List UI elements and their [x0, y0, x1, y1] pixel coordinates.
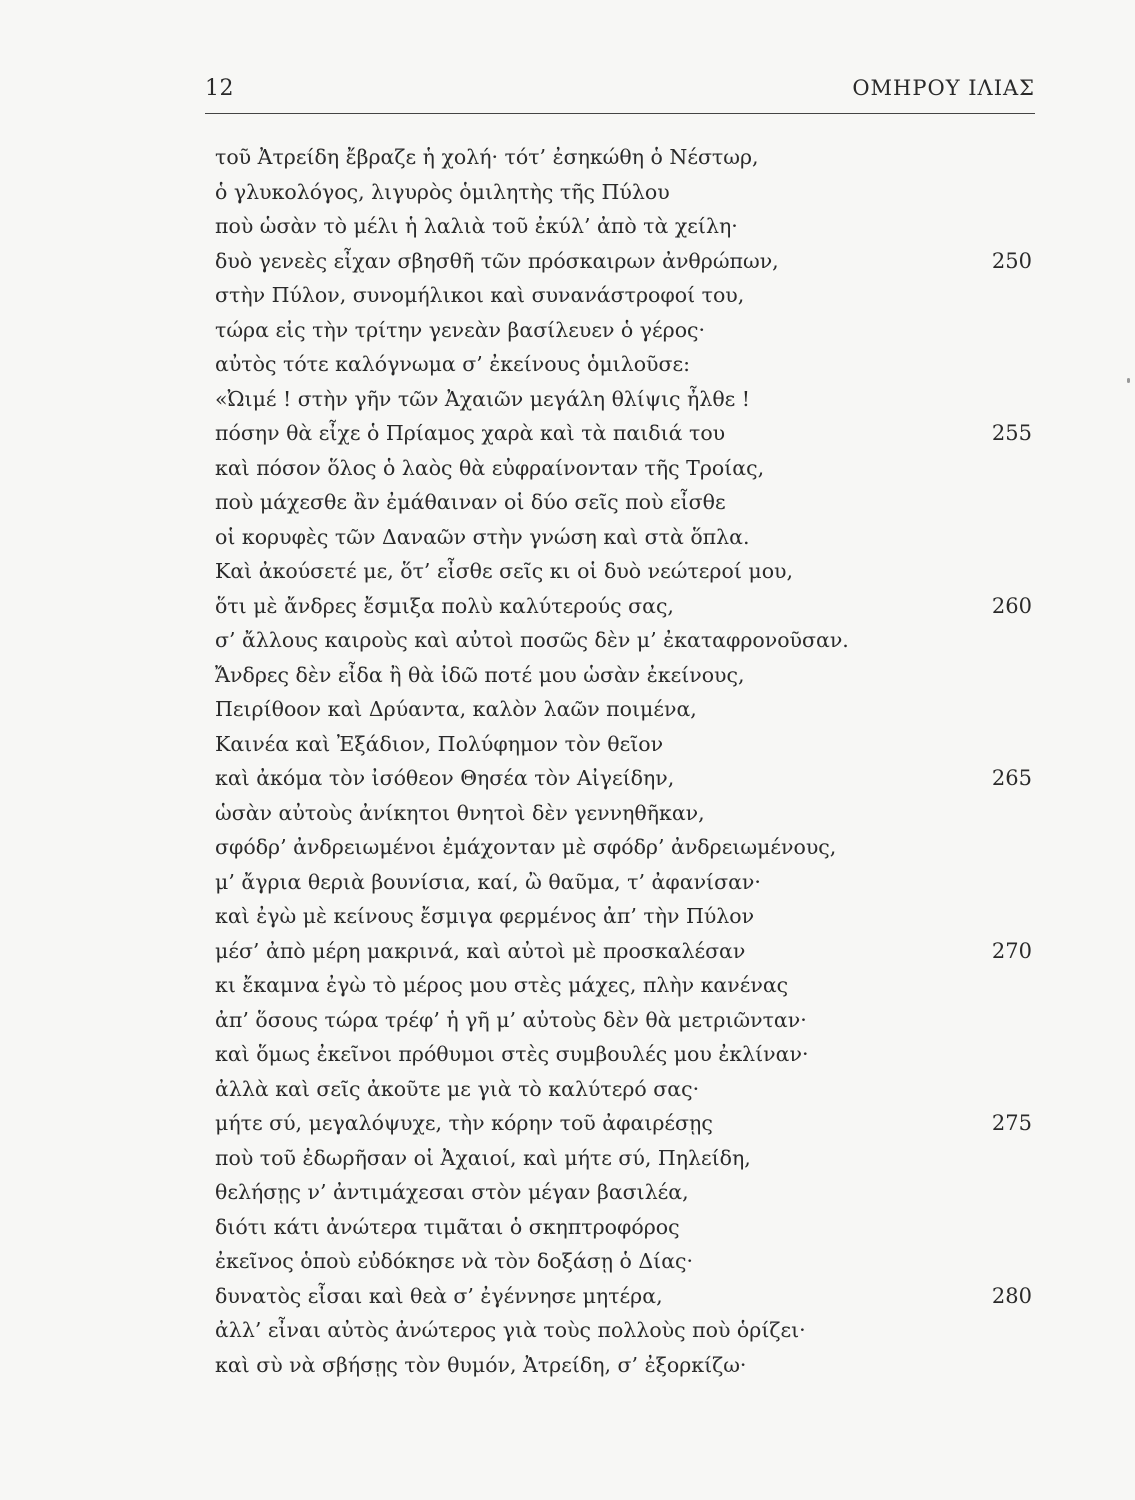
- verse-line: [215, 278, 1045, 313]
- verse-line: [215, 1244, 1045, 1279]
- verse-text: αὐτὸς τότε καλόγνωμα σ’ ἐκείνους ὁμιλοῦσε:: [215, 352, 691, 376]
- verse-text: κι ἔκαμνα ἐγὼ τὸ μέρος μου στὲς μάχες, πλὴν κανένας: [215, 973, 789, 997]
- verse-text: «Ὠιμέ ! στὴν γῆν τῶν Ἀχαιῶν μεγάλη θλίψις ἦλθε !: [215, 386, 751, 411]
- verse-text: ἀλλὰ καὶ σεῖς ἀκοῦτε με γιὰ τὸ καλύτερό σας·: [215, 1076, 700, 1101]
- verse-line: [215, 416, 1045, 451]
- verse-line: [215, 658, 1045, 693]
- verse-text: Καινέα καὶ Ἐξάδιον, Πολύφημον τὸν θεῖον: [215, 731, 664, 756]
- line-number: 280: [991, 1283, 1032, 1308]
- verse-line: [215, 1037, 1045, 1072]
- verse-line: [215, 140, 1045, 175]
- verse-text: ποὺ μάχεσθε ἂν ἐμάθαιναν οἱ δύο σεῖς ποὺ εἶσθε: [215, 490, 726, 514]
- line-number: 250: [991, 248, 1032, 273]
- verse-text: δυὸ γενεὲς εἶχαν σβησθῆ τῶν πρόσκαιρων ἀνθρώπων,: [215, 248, 779, 273]
- verse-line: [215, 209, 1045, 244]
- verse-line: [215, 1210, 1045, 1245]
- running-title: ΟΜΗΡΟΥ ΙΛΙΑΣ: [852, 76, 1035, 100]
- verse-line: [215, 244, 1045, 279]
- line-number: 265: [991, 766, 1032, 790]
- verse-text: ἀπ’ ὅσους τώρα τρέφ’ ἡ γῆ μ’ αὐτοὺς δὲν θὰ μετριῶνταν·: [215, 1007, 807, 1032]
- verse-line: [215, 727, 1045, 762]
- verse-line: [215, 968, 1045, 1003]
- verse-line: [215, 1141, 1045, 1176]
- verse-text: καὶ σὺ νὰ σβήσῃς τὸν θυμόν, Ἀτρείδη, σ’ ἐξορκίζω·: [215, 1352, 747, 1377]
- verse-line: [215, 1313, 1045, 1348]
- verse-line: [215, 1003, 1045, 1038]
- verse-text: σφόδρ’ ἀνδρειωμένοι ἐμάχονταν μὲ σφόδρ’ ἀνδρειωμένους,: [215, 835, 837, 859]
- verse-line: [215, 1348, 1045, 1383]
- verse-line: [215, 1072, 1045, 1107]
- verse-text: δυνατὸς εἶσαι καὶ θεὰ σ’ ἐγέννησε μητέρα,: [215, 1283, 663, 1308]
- verse-line: [215, 175, 1045, 210]
- page-number: 12: [205, 76, 234, 101]
- verse-text: πόσην θὰ εἶχε ὁ Πρίαμος χαρὰ καὶ τὰ παιδιά του: [215, 421, 726, 445]
- verse-text: Πειρίθοον καὶ Δρύαντα, καλὸν λαῶν ποιμένα,: [215, 697, 697, 721]
- verse-text: ποὺ ὡσὰν τὸ μέλι ἡ λαλιὰ τοῦ ἐκύλ’ ἀπὸ τὰ χείλη·: [215, 214, 738, 238]
- verse-line: [215, 589, 1045, 624]
- verse-list: [215, 140, 1045, 1382]
- verse-line: [215, 313, 1045, 348]
- verse-line: [215, 865, 1045, 900]
- verse-line: [215, 1279, 1045, 1314]
- verse-line: [215, 1106, 1045, 1141]
- header-rule: [205, 113, 1035, 114]
- verse-line: [215, 623, 1045, 658]
- verse-line: [215, 451, 1045, 486]
- verse-text: καὶ πόσον ὅλος ὁ λαὸς θὰ εὐφραίνονταν τῆς Τροίας,: [215, 455, 765, 480]
- verse-line: [215, 1175, 1045, 1210]
- verse-line: [215, 520, 1045, 555]
- verse-text: στὴν Πύλον, συνομήλικοι καὶ συνανάστροφοί του,: [215, 283, 745, 307]
- page-header: [205, 76, 1035, 116]
- verse-line: [215, 485, 1045, 520]
- verse-text: διότι κάτι ἀνώτερα τιμᾶται ὁ σκηπτροφόρος: [215, 1214, 680, 1239]
- verse-text: σ’ ἄλλους καιροὺς καὶ αὐτοὶ ποσῶς δὲν μ’ ἐκαταφρονοῦσαν.: [215, 628, 849, 652]
- verse-text: ὅτι μὲ ἄνδρες ἔσμιξα πολὺ καλύτερούς σας,: [215, 593, 674, 618]
- verse-line: [215, 347, 1045, 382]
- line-number: 270: [991, 938, 1032, 963]
- verse-text: ποὺ τοῦ ἐδωρῆσαν οἱ Ἀχαιοί, καὶ μήτε σύ, Πηλείδη,: [215, 1145, 751, 1170]
- verse-text: καὶ ὅμως ἐκεῖνοι πρόθυμοι στὲς συμβουλές μου ἐκλίναν·: [215, 1042, 809, 1066]
- line-number: 275: [991, 1111, 1032, 1135]
- verse-line: [215, 796, 1045, 831]
- line-number: 260: [991, 593, 1032, 618]
- verse-line: [215, 830, 1045, 865]
- verse-line: [215, 934, 1045, 969]
- verse-text: καὶ ἀκόμα τὸν ἰσόθεον Θησέα τὸν Αἰγείδην,: [215, 766, 675, 790]
- verse-text: οἱ κορυφὲς τῶν Δαναῶν στὴν γνώση καὶ στὰ ὅπλα.: [215, 524, 750, 549]
- verse-text: τοῦ Ἀτρείδη ἔβραζε ἡ χολή· τότ’ ἐσηκώθη ὁ Νέστωρ,: [215, 145, 759, 169]
- verse-text: καὶ ἐγὼ μὲ κείνους ἔσμιγα φερμένος ἀπ’ τὴν Πύλον: [215, 904, 755, 928]
- verse-line: [215, 554, 1045, 589]
- line-number: 255: [991, 421, 1032, 445]
- verse-text: μ’ ἄγρια θεριὰ βουνίσια, καί, ὢ θαῦμα, τ’ ἀφανίσαν·: [215, 869, 761, 894]
- verse-line: [215, 899, 1045, 934]
- verse-text: Καὶ ἀκούσετέ με, ὅτ’ εἶσθε σεῖς κι οἱ δυὸ νεώτεροί μου,: [215, 559, 794, 583]
- verse-text: Ἄνδρες δὲν εἶδα ἢ θὰ ἰδῶ ποτέ μου ὡσὰν ἐκείνους,: [215, 662, 745, 687]
- verse-text: θελήσῃς ν’ ἀντιμάχεσαι στὸν μέγαν βασιλέα,: [215, 1180, 689, 1204]
- verse-line: [215, 692, 1045, 727]
- verse-text: τώρα εἰς τὴν τρίτην γενεὰν βασίλευεν ὁ γέρος·: [215, 317, 706, 342]
- verse-text: ὡσὰν αὐτοὺς ἀνίκητοι θνητοὶ δὲν γεννηθῆκαν,: [215, 800, 705, 825]
- verse-text: μήτε σύ, μεγαλόψυχε, τὴν κόρην τοῦ ἀφαιρέσῃς: [215, 1111, 713, 1135]
- verse-text: μέσ’ ἀπὸ μέρη μακρινά, καὶ αὐτοὶ μὲ προσκαλέσαν: [215, 938, 746, 963]
- margin-speck: [1127, 378, 1130, 383]
- verse-text: ὁ γλυκολόγος, λιγυρὸς ὁμιλητὴς τῆς Πύλου: [215, 179, 670, 204]
- verse-line: [215, 761, 1045, 796]
- verse-line: [215, 382, 1045, 417]
- verse-text: ἀλλ’ εἶναι αὐτὸς ἀνώτερος γιὰ τοὺς πολλοὺς ποὺ ὁρίζει·: [215, 1318, 806, 1342]
- verse-text: ἐκεῖνος ὁποὺ εὐδόκησε νὰ τὸν δοξάσῃ ὁ Δίας·: [215, 1249, 694, 1273]
